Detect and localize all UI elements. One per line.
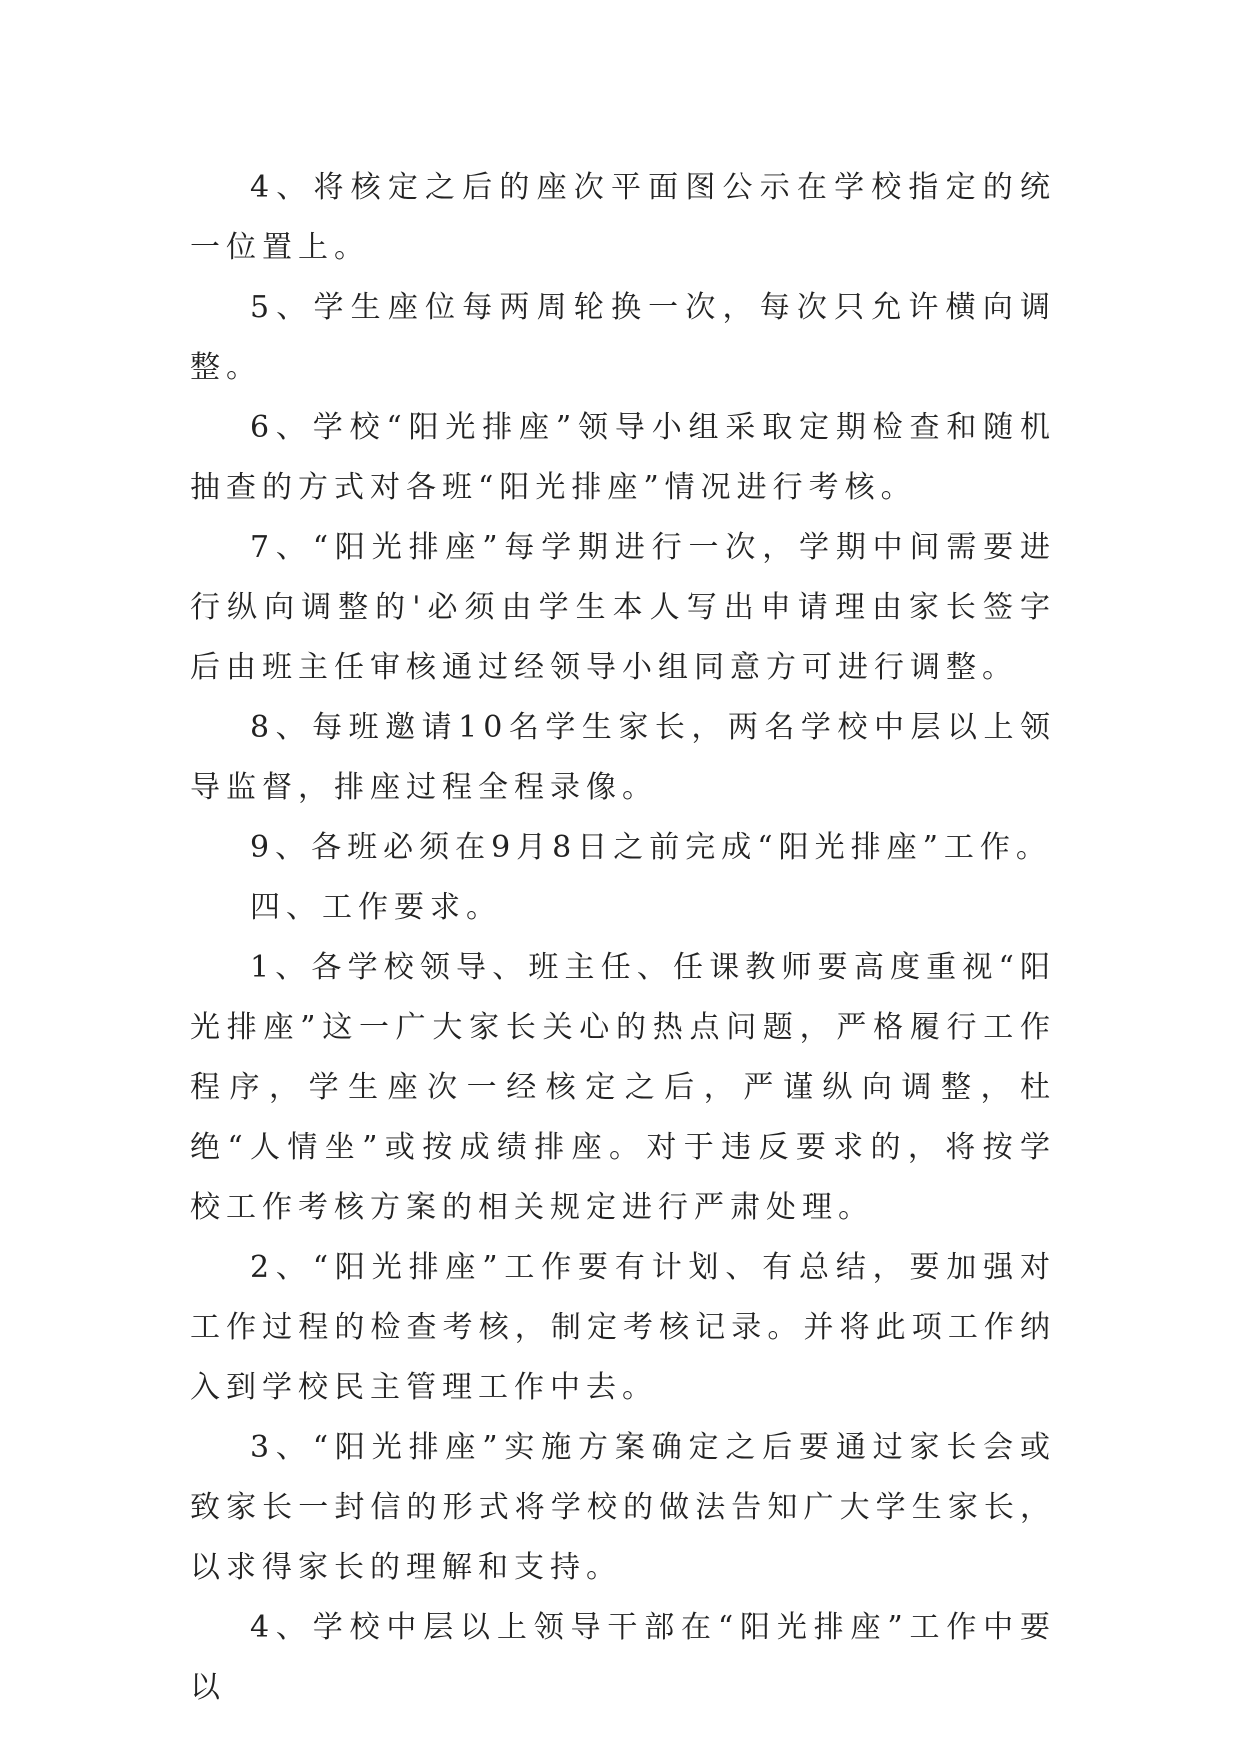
paragraph-item-6-inspection: 6、学校“阳光排座”领导小组采取定期检查和随机抽查的方式对各班“阳光排座”情况进行考核。	[190, 410, 1056, 505]
requirement-4: 4、学校中层以上领导干部在“阳光排座”工作中要以	[190, 1610, 1056, 1705]
requirement-2: 2、“阳光排座”工作要有计划、有总结，要加强对工作过程的检查考核，制定考核记录。并将此项工作纳入到学校民主管理工作中去。	[190, 1250, 1056, 1405]
requirement-3: 3、“阳光排座”实施方案确定之后要通过家长会或致家长一封信的形式将学校的做法告知广大学生家长，以求得家长的理解和支持。	[190, 1430, 1056, 1585]
paragraph-item-8-supervision: 8、每班邀请10名学生家长，两名学校中层以上领导监督，排座过程全程录像。	[190, 710, 1056, 805]
section-heading-work-requirements: 四、工作要求。	[250, 890, 502, 925]
paragraph-item-7-adjustment: 7、“阳光排座”每学期进行一次，学期中间需要进行纵向调整的'必须由学生本人写出申请理由家长签字后由班主任审核通过经领导小组同意方可进行调整。	[190, 530, 1056, 685]
document-body	[190, 158, 1056, 1718]
paragraph-item-4-seating-chart: 4、将核定之后的座次平面图公示在学校指定的统一位置上。	[190, 170, 1056, 265]
requirement-1: 1、各学校领导、班主任、任课教师要高度重视“阳光排座”这一广大家长关心的热点问题，严格履行工作程序，学生座次一经核定之后，严谨纵向调整，杜绝“人情坐”或按成绩排座。对于违反要求的，将按学校工作考核方案的相关规定进行严肃处理。	[190, 950, 1056, 1225]
paragraph-item-9-deadline: 9、各班必须在9月8日之前完成“阳光排座”工作。	[250, 830, 1052, 865]
paragraph-item-5-rotation: 5、学生座位每两周轮换一次，每次只允许横向调整。	[190, 290, 1056, 385]
